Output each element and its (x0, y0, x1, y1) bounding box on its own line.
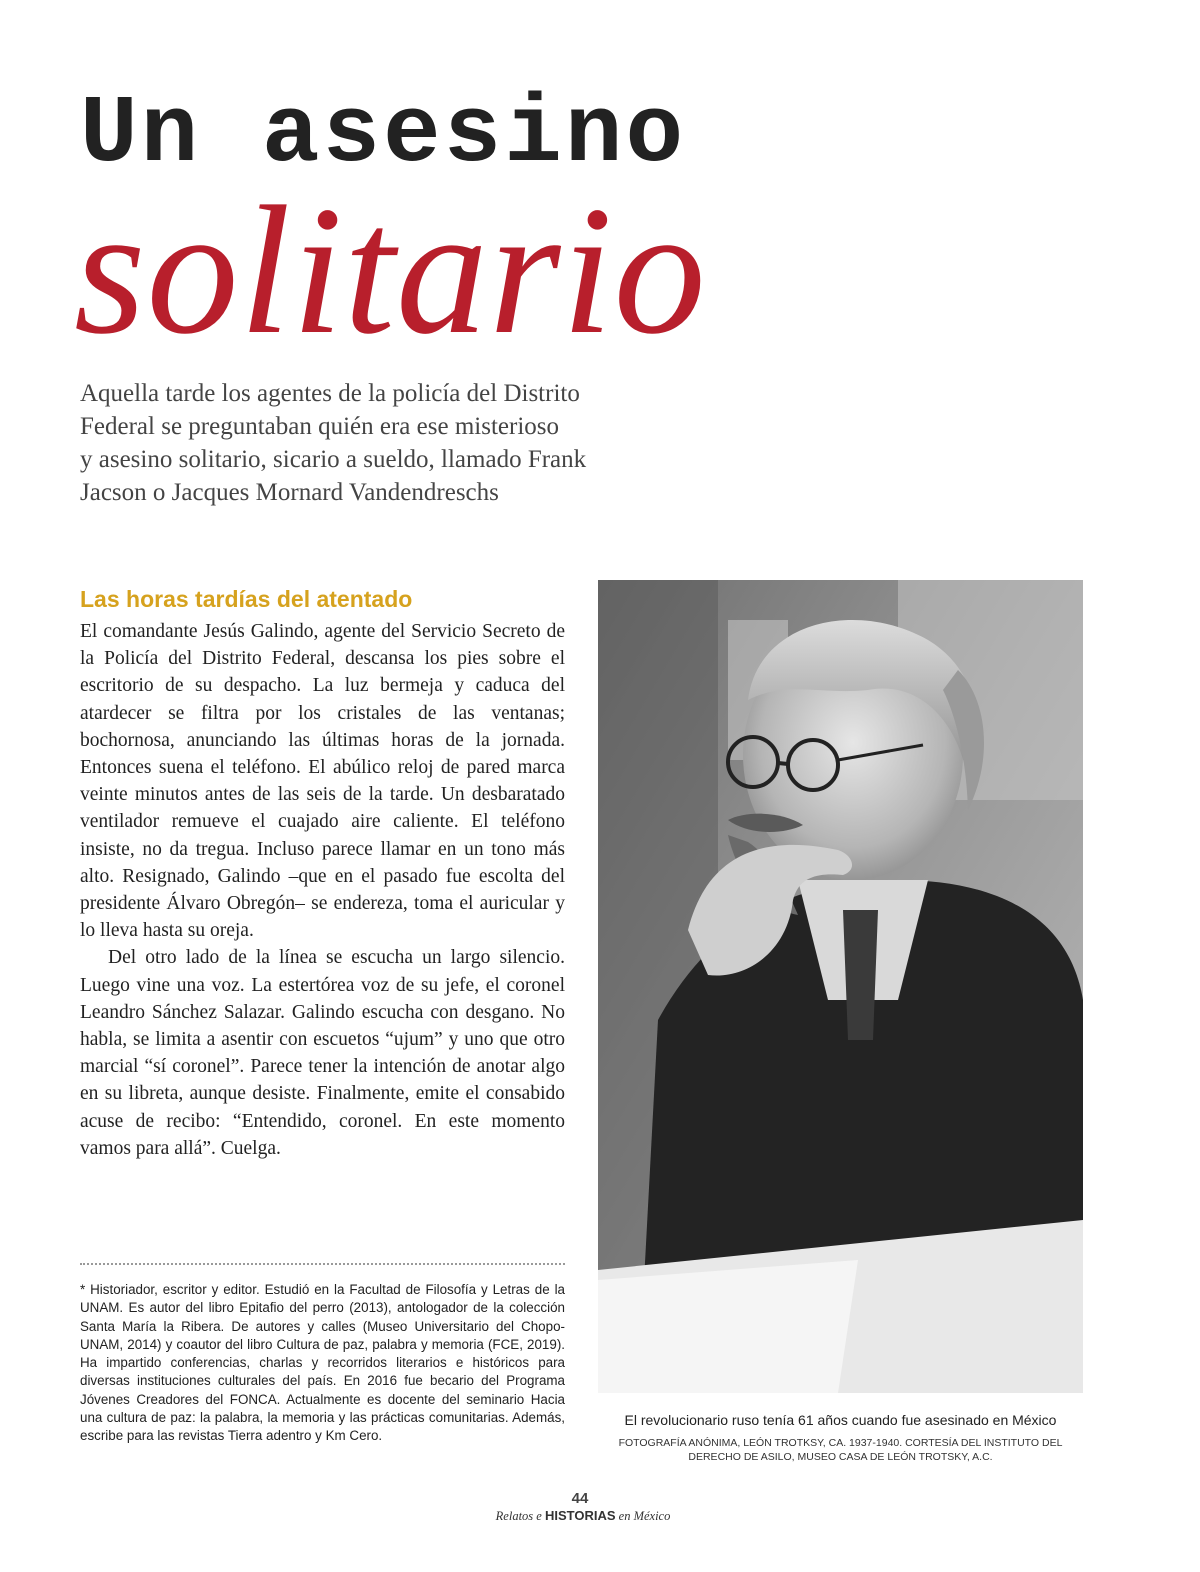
publication-suffix: en México (615, 1509, 671, 1523)
article-body (80, 618, 565, 1162)
publication-prefix: Relatos e (495, 1509, 545, 1523)
title-line-1: Un asesino (80, 80, 687, 189)
body-paragraph: Del otro lado de la línea se escucha un largo silencio. Luego vine una voz. La estertórea voz de su jefe, el coronel Leandro Sánchez Salazar. Galindo escucha con desgano. No habla, se limita a asentir con escuetos “ujum” y uno que otro marcial “sí coronel”. Parece tener la intención de anotar algo en su libreta, aunque desiste. Finalmente, emite el consabido acuse de recibo: “Entendido, coronel. En este momento vamos para allá”. Cuelga. (80, 947, 565, 1159)
section-heading: Las horas tardías del atentado (80, 586, 413, 612)
trotsky-portrait-photo (598, 580, 1083, 1393)
deck-line: y asesino solitario, sicario a sueldo, llamado Frank (80, 446, 587, 473)
author-footnote: * Historiador, escritor y editor. Estudió en la Facultad de Filosofía y Letras de la UNAM. Es autor del libro Epitafio del perro (2013), antologador de la colección Santa María la Ribera. De autores y calles (Museo Universitario del Chopo-UNAM, 2014) y coautor del libro Cultura de paz, palabra y memoria (FCE, 2019). Ha impartido conferencias, charlas y recorridos literarios e históricos para diversas instituciones culturales del país. En 2016 fue becario del Programa Jóvenes Creadores del FONCA. Actualmente es docente del seminario Hacia una cultura de paz: la palabra, la memoria y las prácticas comunitarias. Además, escribe para las revistas Tierra adentro y Km Cero. (80, 1282, 565, 1444)
publication-footer (0, 1508, 1166, 1524)
deck-line: Aquella tarde los agentes de la policía del Distrito (80, 380, 580, 407)
deck-line: Federal se preguntaban quién era ese misterioso (80, 413, 559, 440)
publication-name: HISTORIAS (544, 1508, 616, 1523)
article-deck (80, 377, 680, 509)
photo-credit: FOTOGRAFÍA ANÓNIMA, LEÓN TROTKSY, CA. 1937-1940. CORTESÍA DEL INSTITUTO DEL DERECHO DE ASILO, MUSEO CASA DE LEÓN TROTSKY, A.C. (618, 1437, 1063, 1463)
page-number: 44 (571, 1490, 589, 1507)
photo-caption: El revolucionario ruso tenía 61 años cuando fue asesinado en México (624, 1412, 1057, 1428)
title-line-2: solitario (74, 168, 707, 372)
footnote-divider (80, 1263, 565, 1265)
deck-line: Jacson o Jacques Mornard Vandendreschs (80, 479, 499, 506)
body-paragraph: El comandante Jesús Galindo, agente del Servicio Secreto de la Policía del Distrito Federal, descansa los pies sobre el escritorio de su despacho. La luz bermeja y caduca del atardecer se filtra por los cristales de las ventanas; bochornosa, anunciando las últimas horas de la jornada. Entonces suena el teléfono. El abúlico reloj de pared marca veinte minutos antes de las seis de la tarde. Un desbaratado ventilador remueve el cuajado aire caliente. El teléfono insiste, no da tregua. Incluso parece llamar en un tono más alto. Resignado, Galindo –que en el pasado fue escolta del presidente Álvaro Obregón– se endereza, toma el auricular y lo lleva hasta su oreja. (80, 621, 565, 942)
